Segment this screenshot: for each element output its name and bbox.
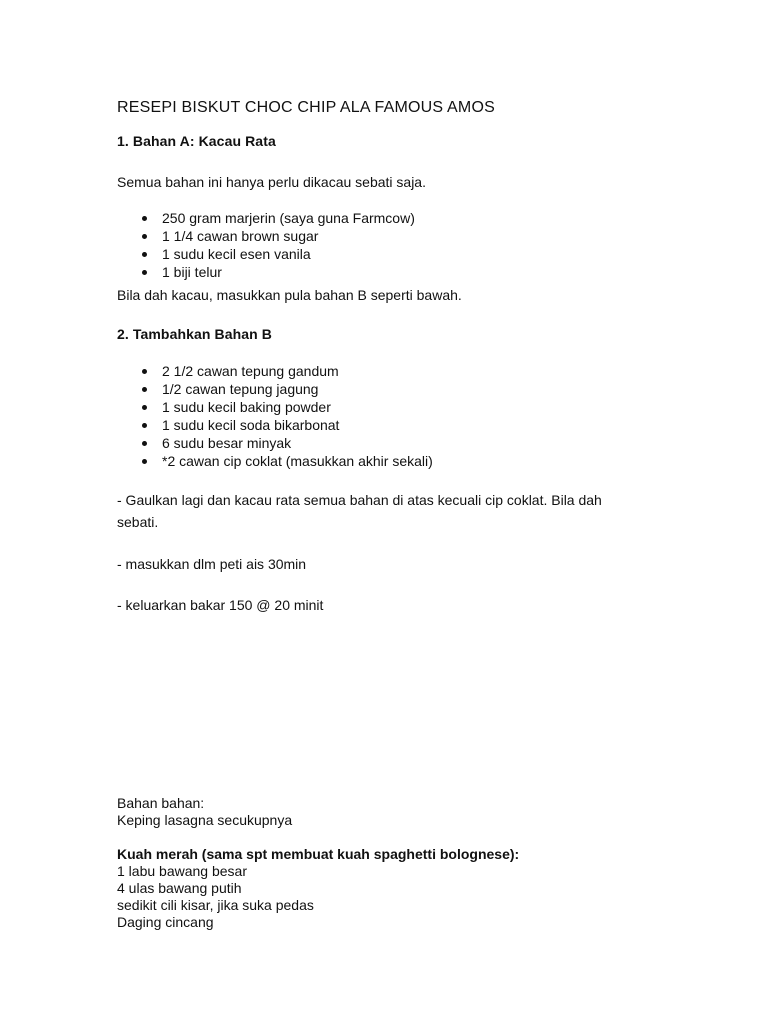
bullet-icon [142,423,147,428]
list-item: 1 sudu kecil esen vanila [140,245,415,263]
section1-heading: 1. Bahan A: Kacau Rata [117,133,276,149]
section2-heading: 2. Tambahkan Bahan B [117,326,273,342]
list-item: 1 biji telur [140,263,415,281]
list-item: 1/2 cawan tepung jagung [140,380,433,398]
sauce-heading: Kuah merah (sama spt membuat kuah spaghetti bolognese): [117,846,520,862]
list-item: 1 1/4 cawan brown sugar [140,227,415,245]
bullet-icon [142,387,147,392]
list-item: sedikit cili kisar, jika suka pedas [117,897,314,913]
section2-ingredient-list [140,362,433,470]
bullet-icon [142,216,147,221]
list-item: *2 cawan cip coklat (masukkan akhir sekali) [140,452,433,470]
section1-ingredient-list [140,209,415,281]
step-fridge: - masukkan dlm peti ais 30min [117,556,307,572]
sauce-section [117,846,519,931]
section1-intro: Semua bahan ini hanya perlu dikacau sebati saja. [117,174,426,190]
bullet-icon [142,369,147,374]
list-item: Daging cincang [117,914,214,930]
list-item: 1 sudu kecil baking powder [140,398,433,416]
lasagna-ingredients-label: Bahan bahan: [117,795,205,811]
list-item: 250 gram marjerin (saya guna Farmcow) [140,209,415,227]
lasagna-sheets: Keping lasagna secukupnya [117,812,293,828]
list-item: 1 sudu kecil soda bikarbonat [140,416,433,434]
list-item: 6 sudu besar minyak [140,434,433,452]
bullet-icon [142,270,147,275]
step-bake: - keluarkan bakar 150 @ 20 minit [117,597,324,613]
lasagna-section [117,795,292,829]
list-item: 2 1/2 cawan tepung gandum [140,362,433,380]
bullet-icon [142,405,147,410]
bullet-icon [142,459,147,464]
section1-after-text: Bila dah kacau, masukkan pula bahan B seperti bawah. [117,287,462,303]
list-item: 1 labu bawang besar [117,863,247,879]
bullet-icon [142,441,147,446]
document-title: RESEPI BISKUT CHOC CHIP ALA FAMOUS AMOS [117,99,495,116]
bullet-icon [142,252,147,257]
list-item: 4 ulas bawang putih [117,880,242,896]
bullet-icon [142,234,147,239]
step-mix: - Gaulkan lagi dan kacau rata semua bahan di atas kecuali cip coklat. Bila dah sebati. [117,492,602,530]
